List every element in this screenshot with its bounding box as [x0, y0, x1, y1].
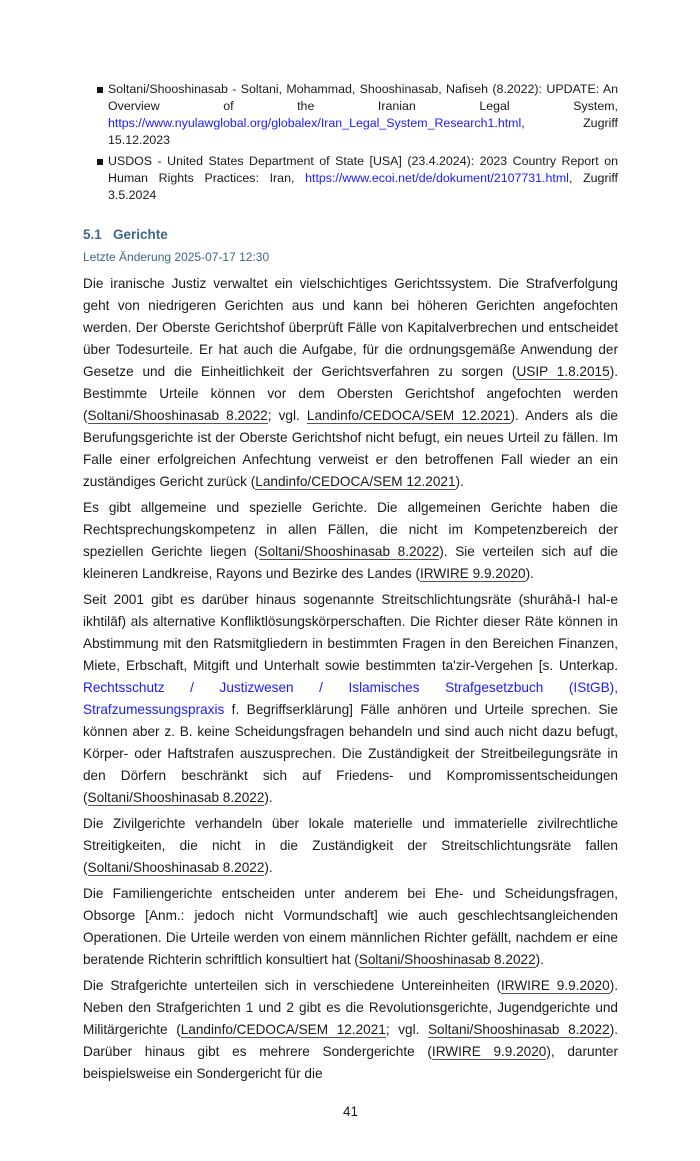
citation-link[interactable]: Soltani/Shooshinasab 8.2022	[358, 952, 536, 967]
body-text: ). Neben den Strafgerichten 1 und 2 gibt es die Revolutionsgerichte, Jugendgerichte und Militärgerichte (	[83, 978, 618, 1037]
citation-link[interactable]: Landinfo/CEDOCA/SEM 12.2021	[255, 474, 456, 489]
page-number: 41	[342, 1104, 359, 1119]
citation-link[interactable]: IRWIRE 9.9.2020	[420, 566, 526, 581]
square-bullet-icon	[97, 87, 103, 93]
citation-link[interactable]: Soltani/Shooshinasab 8.2022	[87, 408, 268, 423]
body-text: ). Bestimmte Urteile können vor dem Obersten Gerichtshof angefochten werden (	[83, 364, 618, 423]
reference-item	[97, 81, 618, 149]
citation-link[interactable]: IRWIRE 9.9.2020	[501, 978, 610, 993]
paragraph	[83, 883, 618, 971]
citation-link[interactable]: Soltani/Shooshinasab 8.2022	[87, 860, 265, 875]
body-text: Die iranische Justiz verwaltet ein vielschichtiges Gerichtssystem. Die Strafverfolgung geht von niedrigeren Gerichten aus und kann bei höheren Gerichten angefochten werden. Der Oberste Gerichtshof überprüft Fälle von Kapitalverbrechen und entscheidet über Todesurteile. Er hat auch die Aufgabe, für die ordnungsgemäße Anwendung der Gesetze und die Einheitlichkeit der Gerichtsverfahren zu sorgen (	[83, 276, 618, 379]
body-text: ).	[264, 790, 273, 805]
body-text: Die Strafgerichte unterteilen sich in verschiedene Untereinheiten (	[83, 978, 501, 993]
body-text: ; vgl.	[385, 1022, 428, 1037]
body-text: Es gibt allgemeine und spezielle Gerichte. Die allgemeinen Gerichte haben die Rechtsprechungskompetenz in allen Fällen, die nicht im Kompetenzbereich der speziellen Gerichte liegen (	[83, 500, 618, 559]
body-text: ).	[535, 952, 544, 967]
citation-link[interactable]: USIP 1.8.2015	[516, 364, 610, 379]
body-text: ; vgl.	[267, 408, 307, 423]
hyperlink[interactable]: https://www.nyulawglobal.org/globalex/Iran_Legal_System_Research1.html	[108, 116, 522, 130]
paragraph	[83, 497, 618, 585]
square-bullet-icon	[97, 159, 103, 165]
hyperlink[interactable]: https://www.ecoi.net/de/dokument/2107731.html	[305, 171, 569, 185]
paragraph	[83, 589, 618, 809]
body-text: ).	[264, 860, 273, 875]
body-text: Soltani/Shooshinasab - Soltani, Mohammad, Shooshinasab, Nafiseh (8.2022): UPDATE: An Overview of the Iranian Legal System,	[108, 82, 618, 113]
section-body	[83, 273, 618, 1089]
reference-item	[97, 153, 618, 204]
section-title: Gerichte	[113, 227, 168, 242]
body-text: ), darunter beispielsweise ein Sondergericht für die	[83, 1044, 618, 1081]
paragraph	[83, 273, 618, 493]
reference-list	[97, 81, 618, 208]
body-text: Seit 2001 gibt es darüber hinaus sogenannte Streitschlichtungsräte (shurāhā-I hal-e ikhtilāf) als alternative Konfliktlösungskörperschaften. Die Richter dieser Räte können in Abstimmung mit den Ratsmitgliedern in bestimmten Fragen in den Bereichen Finanzen, Miete, Erbschaft, Mitgift und Unterhalt sowie bestimmten ta'zir-Vergehen [s. Unterkap.	[83, 592, 618, 673]
body-text: ). Anders als die Berufungsgerichte ist der Oberste Gerichtshof nicht befugt, ein neues Urteil zu fällen. Im Falle einer erfolgreichen Anfechtung verweist er den betroffenen Fall wieder an ein zuständiges Gericht zurück (	[83, 408, 618, 489]
body-text: , Zugriff 3.5.2024	[108, 171, 618, 202]
citation-link[interactable]: Soltani/Shooshinasab 8.2022	[87, 790, 265, 805]
last-changed-date: Letzte Änderung 2025-07-17 12:30	[83, 250, 270, 264]
citation-link[interactable]: Landinfo/CEDOCA/SEM 12.2021	[306, 408, 511, 423]
body-text: ). Darüber hinaus gibt es mehrere Sondergerichte (	[83, 1022, 618, 1059]
citation-link[interactable]: Landinfo/CEDOCA/SEM 12.2021	[180, 1022, 386, 1037]
hyperlink[interactable]: Rechtsschutz / Justizwesen / Islamisches Strafgesetzbuch (IStGB), Strafzumessungspraxis	[83, 680, 618, 717]
citation-link[interactable]: Soltani/Shooshinasab 8.2022	[258, 544, 440, 559]
body-text: , Zugriff 15.12.2023	[108, 116, 618, 147]
body-text: USDOS - United States Department of State [USA] (23.4.2024): 2023 Country Report on Human Rights Practices: Iran,	[108, 154, 618, 185]
body-text: ).	[525, 566, 534, 581]
citation-link[interactable]: IRWIRE 9.9.2020	[431, 1044, 547, 1059]
body-text: ). Sie verteilen sich auf die kleineren Landkreise, Rayons und Bezirke des Landes (	[83, 544, 618, 581]
section-heading	[83, 226, 618, 244]
paragraph	[83, 975, 618, 1085]
body-text: Die Zivilgerichte verhandeln über lokale materielle und immaterielle zivilrechtliche Streitigkeiten, die nicht in die Zuständigkeit der Streitschlichtungsräte fallen (	[83, 816, 618, 875]
body-text: ).	[455, 474, 464, 489]
citation-link[interactable]: Soltani/Shooshinasab 8.2022	[427, 1022, 610, 1037]
body-text: f. Begriffserklärung] Fälle anhören und Urteile sprechen. Sie können aber z. B. keine Scheidungsfragen behandeln und sind auch nicht dazu befugt, Körper- oder Haftstrafen auszusprechen. Die Zuständigkeit der Streitbeilegungsräte in den Dörfern beschränkt sich auf Friedens- und Kompromissentscheidungen (	[83, 702, 618, 805]
body-text: Die Familiengerichte entscheiden unter anderem bei Ehe- und Scheidungsfragen, Obsorge [Anm.: jedoch nicht Vormundschaft] wie auch geschlechtsangleichenden Operationen. Die Urteile werden von einem männlichen Richter gefällt, nachdem er eine beratende Richterin schriftlich konsultiert hat (	[83, 886, 618, 967]
paragraph	[83, 813, 618, 879]
section-number: 5.1	[83, 227, 102, 242]
